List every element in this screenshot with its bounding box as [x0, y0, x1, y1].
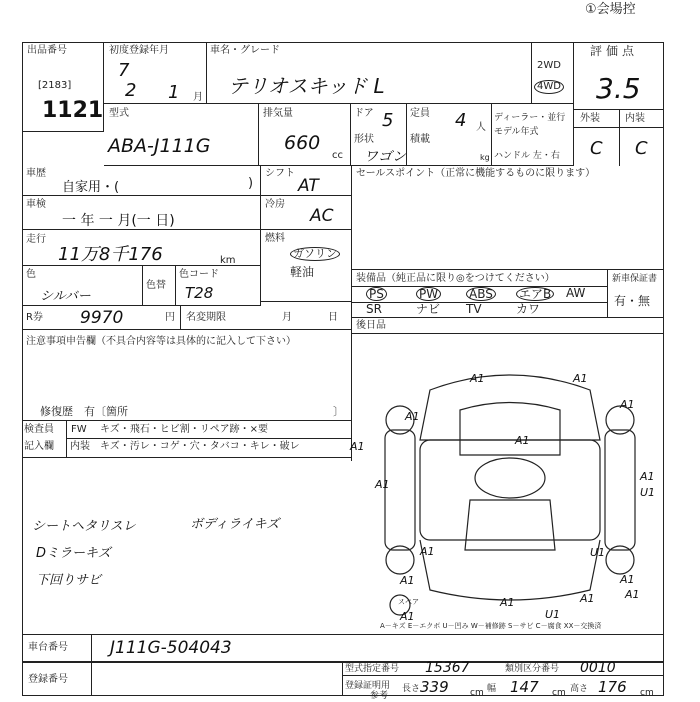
history-close: ) — [248, 176, 254, 191]
body-damage-diagram — [360, 350, 660, 630]
history-value: 自家用・( — [62, 180, 120, 195]
damage-mark: A1 — [625, 588, 640, 601]
class-label: 類別区分番号 — [505, 664, 560, 674]
mileage-label: 走行 — [26, 234, 46, 245]
load-label: 積載 — [410, 134, 430, 145]
warranty-label: 新車保証書 — [612, 274, 658, 284]
damage-mark: A1 — [350, 440, 365, 453]
reg-month: 1 — [168, 82, 180, 103]
equip-item: カワ — [516, 302, 541, 316]
recycle-unit: 円 — [165, 312, 175, 323]
damage-mark: U1 — [640, 486, 656, 499]
cap-label: 定員 — [410, 108, 430, 119]
damage-mark: A1 — [515, 434, 530, 447]
check-divider — [66, 420, 67, 458]
fuel-label: 燃料 — [265, 233, 285, 244]
cap-value: 4 — [455, 110, 467, 131]
type-label: 型式 — [109, 108, 129, 119]
history-label: 車歴 — [26, 168, 46, 179]
equip-item: PW — [416, 287, 441, 301]
model-label: 車名・グレード — [210, 45, 280, 56]
equip-divider — [607, 270, 608, 318]
inspection-label: 車検 — [26, 199, 46, 210]
damage-mark: U1 — [590, 546, 606, 559]
doors-value: 5 — [382, 110, 394, 131]
dealer-label: ディーラー・並行 — [494, 113, 566, 123]
sales-row — [352, 166, 664, 270]
cap-unit: 人 — [476, 122, 486, 133]
class-value: 0010 — [580, 660, 616, 676]
recycle-divider — [180, 306, 181, 330]
warranty-value: 有・無 — [614, 294, 651, 308]
inspector-label: 検査員 — [24, 424, 54, 435]
int-value: C — [635, 138, 648, 159]
lot-label: 出品番号 — [27, 45, 67, 56]
mileage-unit: km — [220, 255, 236, 266]
drive-4wd: 4WD — [534, 80, 564, 94]
color-divider — [142, 266, 143, 306]
fuel-gas: ガソリン — [290, 247, 340, 261]
chassis-value: J111G-504043 — [110, 638, 232, 658]
lot-sub: [2183] — [38, 80, 72, 91]
lot-number: 1121 — [42, 98, 104, 123]
height-unit: cm — [640, 688, 654, 698]
equip-item: PS — [366, 287, 387, 301]
ref-label: 参考 — [370, 691, 389, 701]
load-unit: kg — [480, 153, 490, 162]
ext-label: 外装 — [580, 113, 600, 124]
shape-value: ワゴン — [364, 149, 406, 165]
note-seat: シートヘタリスレ — [32, 519, 136, 534]
repair-label: 修復歴 有〔箇所 — [40, 405, 128, 418]
check-fw: FW — [71, 424, 87, 435]
doors-label: ドア — [354, 108, 374, 119]
chassis-label: 車台番号 — [28, 642, 68, 653]
inspection-value: 一 年 一 月(一 日) — [62, 213, 175, 229]
damage-mark: U1 — [545, 608, 561, 621]
equip-item: ABS — [466, 287, 496, 301]
color-value: シルバー — [40, 289, 91, 304]
type-value: ABA-J111G — [108, 135, 211, 157]
disp-value: 660 — [284, 132, 321, 154]
color-code-label: 色コード — [179, 269, 219, 280]
legend: A－キズ E－エクボ U－凹み W－補修跡 S－サビ C－腐食 XX－交換済 — [380, 622, 602, 630]
width-value: 147 — [510, 678, 539, 696]
after-row — [352, 318, 664, 334]
damage-mark: A1 — [573, 372, 588, 385]
model-year-label: モデル年式 — [494, 127, 539, 137]
damage-mark: A1 — [420, 545, 435, 558]
height-label: 高さ — [570, 684, 589, 694]
color-change-label: 色替 — [146, 280, 166, 291]
length-label: 長さ — [402, 684, 421, 694]
note-body: ボディライキズ — [190, 517, 280, 532]
handle-label: ハンドル 左・右 — [494, 151, 560, 161]
reg-era: 2 — [125, 80, 137, 101]
approval-value: 15367 — [425, 660, 470, 676]
recycle-label: R券 — [26, 312, 43, 323]
damage-mark: A1 — [580, 592, 595, 605]
height-value: 176 — [598, 678, 627, 696]
month-unit: 月 — [193, 92, 203, 103]
ext-int-divider — [619, 110, 620, 166]
note-under: 下回りサビ — [36, 573, 102, 588]
equip-item: AW — [566, 286, 586, 300]
score-label: 評価点 — [590, 44, 639, 58]
damage-mark: A1 — [620, 398, 635, 411]
shift-value: AT — [298, 176, 319, 196]
first-reg-label: 初度登録年月 — [109, 45, 169, 56]
cert-label: 登録証明用 — [345, 681, 391, 691]
equip-item: エアB — [516, 287, 554, 301]
regnum-label: 登録番号 — [28, 674, 68, 685]
length-unit: cm — [470, 688, 484, 698]
after-label: 後日品 — [356, 320, 386, 331]
reg-year: 7 — [118, 60, 130, 81]
approval-label: 型式指定番号 — [345, 664, 400, 674]
damage-mark: A1 — [620, 573, 635, 586]
ext-value: C — [590, 138, 603, 159]
damage-mark: A1 — [470, 372, 485, 385]
name-change-month: 月 — [282, 312, 292, 323]
int-label: 内装 — [625, 113, 645, 124]
equip-item: ナビ — [416, 302, 441, 316]
check-row1: キズ・飛石・ヒビ割・リペア跡・×要 — [100, 424, 268, 435]
score-value: 3.5 — [596, 72, 641, 105]
color-code-value: T28 — [185, 284, 214, 302]
damage-mark: A1 — [375, 478, 390, 491]
damage-mark: A1 — [400, 574, 415, 587]
mileage-value: 11万8千176 — [58, 244, 163, 265]
history-row — [22, 166, 261, 196]
inspector-label2: 記入欄 — [24, 441, 54, 452]
damage-mark: A1 — [405, 410, 420, 423]
corner-text: ①会場控 — [585, 2, 636, 17]
name-change-label: 名変期限 — [186, 312, 226, 323]
check-int: 内装 — [70, 441, 90, 452]
fuel-diesel: 軽油 — [290, 265, 315, 279]
disp-label: 排気量 — [263, 108, 293, 119]
damage-mark: A1 — [400, 610, 415, 623]
shift-label: シフト — [265, 168, 295, 179]
sales-label: セールスポイント（正常に機能するものに限ります） — [356, 168, 596, 179]
damage-mark: A1 — [500, 596, 515, 609]
ac-value: AC — [310, 206, 334, 226]
name-change-day: 日 — [328, 312, 338, 323]
disp-unit: cc — [332, 150, 343, 161]
equip-item: TV — [466, 302, 482, 316]
color-label: 色 — [26, 269, 36, 280]
drive-cell — [532, 42, 574, 104]
shape-label: 形状 — [354, 134, 374, 145]
equip-label: 装備品（純正品に限り◎をつけてください） — [356, 273, 555, 284]
notes-label: 注意事項申告欄（不具合内容等は具体的に記入して下さい） — [26, 336, 296, 347]
drive-2wd: 2WD — [537, 60, 561, 71]
length-value: 339 — [420, 678, 449, 696]
repair-close: 〕 — [333, 405, 344, 418]
ac-label: 冷房 — [265, 199, 285, 210]
diagram-mirror: スペア — [398, 598, 419, 606]
width-unit: cm — [552, 688, 566, 698]
model-value: テリオスキッド L — [228, 74, 385, 98]
color-code-divider — [175, 266, 176, 306]
check-row2: キズ・汚レ・コゲ・穴・タバコ・キレ・破レ — [100, 441, 300, 452]
damage-mark: A1 — [640, 470, 655, 483]
equip-item: SR — [366, 302, 382, 316]
recycle-value: 9970 — [80, 308, 124, 328]
note-mirror: Dミラーキズ — [36, 546, 111, 561]
width-label: 幅 — [487, 684, 497, 694]
